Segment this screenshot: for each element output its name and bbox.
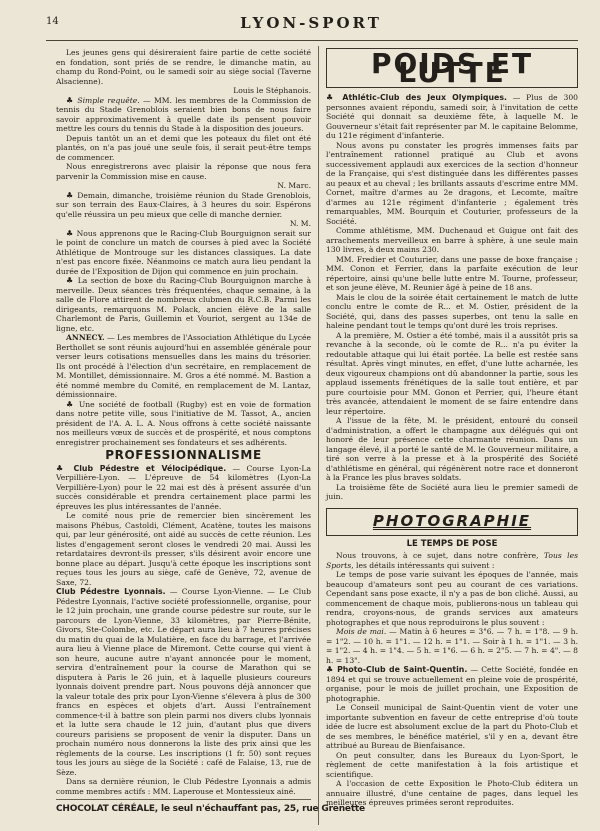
article-lead: Simple requête. [77, 95, 140, 105]
subhead-temps-de-pose: LE TEMPS DE POSE [406, 538, 498, 549]
article-body: Une société de football (Rugby) est en voie de formation dans notre petite ville, sous l'initiative de M. Tassot, A., ancien président de l'A. A. L. A. Nous offrons à cette société naissante nos meilleurs vœux de succès et de prospérité, et nous comptons enregistrer prochainement ses fondateurs et ses adhérents. [56, 399, 311, 447]
article-reunion: Dans sa dernière réunion, le Club Pédestre Lyonnais a admis comme membres actifs : MM. Laperouse et Montessieux ainé. [56, 777, 311, 796]
article-mois-mai [326, 627, 578, 665]
column-rule [318, 46, 319, 825]
article-bureaux: On peut consulter, dans les Bureaux du Lyon-Sport, le règlement de cette manifestation à la fois artistique et scientifique. [326, 750, 578, 779]
section-title-professionnalisme: PROFESSIONNALISME [105, 448, 262, 462]
article-photo-club [326, 665, 578, 703]
article-rugby [56, 400, 311, 448]
article-body: — Matin à 6 heures = 3"6. — 7 h. = 1"8. — 9 h. = 1"2. — 10 h. = 1"1. — 12 h. = 1"1. — Soir à 1 h. = 1"1. — 3 h. = 1"2. — 4 h. = 1"4. — 5 h. = 1"6. — 6 h. = 2"5. — 7 h. = 4". — 8 h. = 13". [326, 627, 578, 665]
article-body: , les détails intéressants qui suivent : [351, 560, 495, 570]
page-number: 14 [46, 16, 59, 27]
article-body: Demain, dimanche, troisième réunion du Stade Grenoblois, sur son terrain des Eaux-Claires, à 3 heures du soir. Espérons qu'elle réussira un peu mieux que celle di manche dernier. [56, 190, 312, 219]
article-body: Nous apprenons que le Racing-Club Bourguignon serait sur le point de conclure un match de courses à pied avec la Société Athlétique de Montrouge sur les distances classiques. La date n'est pas encore fixée. Néanmoins ce match aura lieu pendant la durée de l'Exposition de Dijon qui commence en juin prochain. [56, 228, 311, 276]
advertisement-chocolat: CHOCOLAT CÉRÉALE, le seul n'échauffant pas, 25, rue Grenette [56, 804, 365, 814]
article-lead: Mois de mai. [336, 627, 387, 636]
page-header [46, 8, 576, 38]
article-trouvons [326, 551, 578, 570]
article-body: Nous trouvons, à ce sujet, dans notre confrère, [336, 551, 544, 560]
article-body: — MM. les membres de la Commission de tennis du Stade Grenoblois seraient bien bons de nous faire savoir approximativement à quelle date ils pensent pouvoir mettre les cours du tennis du Stade à la disposition des joueurs. [56, 95, 312, 133]
club-name: Club Pédestre Lyonnais. [56, 587, 166, 596]
article-body: — Plus de 300 personnes avaient répondu, samedi soir, à l'invitation de cette Société qui donnait sa deuxième fête, à laquelle M. le Gouverneur s'était fait représenter par M. le capitaine Belomme, du 121e régiment d'infanterie. [326, 93, 578, 140]
article-renseignements: Nous enregistrerons avec plaisir la réponse que nous fera parvenir la Commission mise en cause. [56, 162, 311, 181]
section-banner-photographie [326, 508, 578, 536]
article-conseil: Le Conseil municipal de Saint-Quentin vient de voter une importante subvention en faveur de cette entreprise d'où toute idée de lucre est absolument exclue de la part du Photo-Club et de ses membres, le bénéfice matériel, s'il y en a, devant être attribué au Bureau de Bienfaisance. [326, 703, 578, 750]
article-annecy [56, 333, 311, 400]
article-lead: ANNECY. [66, 333, 105, 342]
clover-icon: ♣ [326, 665, 334, 674]
article-comite: Le comité nous prie de remercier bien sincèrement les maisons Phébus, Castoldi, Clément, Acatène, toutes les maisons qui, par leur générosité, ont aidé au succès de cette réunion. Les listes d'engagement seront closes le vendredi 20 mai. Aussi les retardataires devront-ils presser, s'ils désirent avoir encore une bonne place au départ. Jusqu'à cette époque les inscriptions sont reçues tous les jours au siège, café de Genève, 72, avenue de Saxe, 72. [56, 511, 311, 587]
club-name: Photo-Club de Saint-Quentin. [337, 665, 468, 674]
article-racing-boxe [56, 276, 311, 333]
clover-icon: ♣ [66, 228, 74, 238]
clover-icon: ♣ [66, 399, 75, 409]
article-body: — Course Lyon-Vienne. — Le Club Pédestre Lyonnais, l'active société professionnelle, organise, pour le 12 juin prochain, une grande course pédestre sur route, sur le parcours de Lyon-Vienne, 33 kilomètres, par Pierre-Bénite, Givors, Ste-Colombe, etc. Le départ aura lieu à 7 heures précises du matin du quai de la Mulatière, en face du barrage, et l'arrivée aura lieu à Vienne place de Miremont. Cette course qui vient à son heure, aucune autre n'ayant annoncée pour le moment, servira d'entraînement pour la course de Marathon qui se disputera à Paris le 26 juin, et à laquelle plusieurs coureurs lyonnais doivent prendre part. Nous pouvons déjà annoncer que la valeur totale des prix pour Lyon-Vienne s'élevera à plus de 300 francs en espèces et objets d'art. Aussi l'entraînement commence-t-il à battre son plein parmi nos divers clubs lyonnais et la lutte sera chaude le 12 juin, d'autant plus que divers coureurs parisiens se proposent de venir la disputer. Dans un prochain numéro nous donnerons la liste des prix ainsi que les règlements de la course. Les inscriptions (1 fr. 50) sont reçues tous les jours au siège de la Société : café de Falaise, 13, rue de Sèze. [56, 587, 311, 777]
clover-icon: ♣ [66, 276, 75, 285]
clover-icon: ♣ [56, 463, 68, 473]
right-column [326, 48, 578, 825]
article-body: — Cette Société, fondée en 1894 et qui se trouve actuellement en pleine voie de prospérité, organise, pour le mois de juillet prochain, une Exposition de photographie. [326, 665, 579, 703]
article-body: La section de boxe du Racing-Club Bourguignon marche à merveille. Deux séances très fréquentées, chaque semaine, à la salle de Flore attirent de nombreux clubmen du R.C.B. Parmi les dirigeants, remarquons M. Polack, ancien élève de la salle Charlemont de Paris, Guillemin et Vouriot, sergent au 134e de ligne, etc. [56, 276, 311, 333]
signature-nm: N. M. [289, 219, 311, 228]
article-fredier: MM. Fredier et Couturier, dans une passe de boxe française ; MM. Conon et Ferrier, dans la parfaite exécution de leur répertoire, ainsi qu'une belle lutte entre M. Tourne, professeur, et son jeune élève, M. Reunier âgé à peine de 18 ans. [326, 254, 578, 292]
section-banner-poids [326, 48, 578, 88]
header-rule [46, 40, 578, 41]
article-simple-requete [56, 96, 311, 134]
article-clou: Mais le clou de la soirée était certainement le match de lutte conclu entre le comte de R... et M. Ostier, président de la Société, qui, dans des passes superbes, ont tenu la salle en haleine pendant tout le temps qu'ont duré les trois reprises. [326, 292, 578, 330]
club-name: Club Pédestre et Vélocipédique. [73, 463, 227, 473]
article-racing-match [56, 229, 311, 277]
article-premiere: A la première, M. Ostier a été tombé, mais il a aussitôt pris sa revanche à la seconde, où le comte de R... n'a pu éviter la redoutable attaque qui lui était portée. La belle est restée sans résultat. Après vingt minutes, en effet, d'une lutte acharnée, les deux vigoureux champions ont dû abandonner la partie, sous les applaud issements frénétiques de la salle tout entière, et par pure courtoisie pour MM. Gonon et Perrier, qui, l'heure étant très avancée, attendaient le moment de se faire entendre dans leur répertoire. [326, 330, 578, 416]
article-troisieme: La troisième fête de Société aura lieu le premier samedi de juin. [326, 482, 578, 501]
masthead: LYON-SPORT [240, 14, 382, 32]
divider [56, 799, 311, 800]
clover-icon: ♣ [66, 95, 75, 105]
article-constater: Nous avons pu constater les progrès immenses faits par l'entraînement rationnel pratiqué au Club et avons successivement applaudi aux exercices de la section d'honneur de la Française, qui s'est distinguée dans les différentes passes au peaux et au cheval ; les brillants assauts d'escrime entre MM. Cornet, maître d'armes au 2e dragons, et Lecomte, maître d'armes au 121e régiment d'infanterie ; également très remarquables, MM. Bourquin et Couturier, professeurs de la Société. [326, 140, 578, 226]
article-body: — Les membres de l'Association Athlétique du Lycée Berthollet se sont réunis aujourd'hui en assemblée générale pour verser leurs cotisations mensuelles dans les mains du trésorier. Ils ont procédé à l'élection d'un secrétaire, en remplacement de M. Montillet, démissionnaire. M. Gros a été nommé. M. Bastion a été nommé membre du Comité, en remplacement de M. Lantaz, démissionnaire. [56, 333, 311, 399]
signature-stephanois: Louis le Stéphanois. [233, 86, 311, 95]
article-athletic-club [326, 93, 578, 141]
clover-icon: ♣ [66, 190, 75, 200]
article-body: — Course Lyon-La Verpillière-Lyon. — L'épreuve de 54 kilomètres (Lyon-La Verpillière-Lyon) pour le 22 mai est dès à présent assurée d'un succès considérable et prendra certainement place parmi les épreuves les plus intéressantes de l'année. [56, 463, 311, 511]
article-club-pedestre [56, 464, 311, 512]
source-title: Tous les Sports [326, 551, 578, 570]
article-occasion: A l'occasion de cette Exposition le Photo-Club éditera un annuaire illustré, d'une centaine de pages, dans lequel les meilleures épreuves primées seront reproduites. [326, 779, 578, 807]
section-title-poids-et-lutte: POIDS ET LUTTE [370, 46, 534, 89]
article-poteaux: Depuis tantôt un an et demi que les poteaux du filet ont été plantés, on n'a pas joué une seule fois, il serait peut-être temps de commencer. [56, 133, 311, 162]
club-name: Athlétic-Club des Jeux Olympiques. [342, 93, 507, 102]
article-demain [56, 191, 311, 220]
article-club-lyonnais [56, 587, 311, 777]
article-athletisme: Comme athlétisme, MM. Duchenaud et Guigue ont fait des arrachements merveilleux en barre à sphère, à une seule main 130 livres, à deux mains 230. [326, 226, 578, 254]
signature-nmarc: N. Marc. [277, 181, 311, 190]
article-jeunes: Les jeunes gens qui désireraient faire partie de cette société en fondation, sont priés de se rendre, le dimanche matin, au champ du Rond-Point, ou le samedi soir au siège social (Taverne Alsacienne). [56, 48, 311, 86]
article-temps: Le temps de pose varie suivant les époques de l'année, mais beaucoup d'amateurs sont peu au courant de ces variations. Cependant sans pose exacte, il n'y a pas de bon cliché. Aussi, au commencement de chaque mois, publierons-nous un tableau qui rendra, croyons-nous, de grands services aux amateurs photographes et que nous reproduirons le plus souvent : [326, 570, 578, 627]
article-issue: A l'issue de la fête, M. le président, entouré du conseil d'administration, a offert le champagne aux délégués qui ont honoré de leur présence cette charmante réunion. Dans un langage élevé, il a porté le santé de M. le Gouverneur militaire, a tiré son verre à la presse et à la prospérité des Société d'athlétisme en général, qui régénèrent notre race et donneront à la France les plus braves soldats. [326, 416, 578, 482]
section-title-photographie: PHOTOGRAPHIE [372, 511, 532, 530]
clover-icon: ♣ [326, 93, 337, 102]
